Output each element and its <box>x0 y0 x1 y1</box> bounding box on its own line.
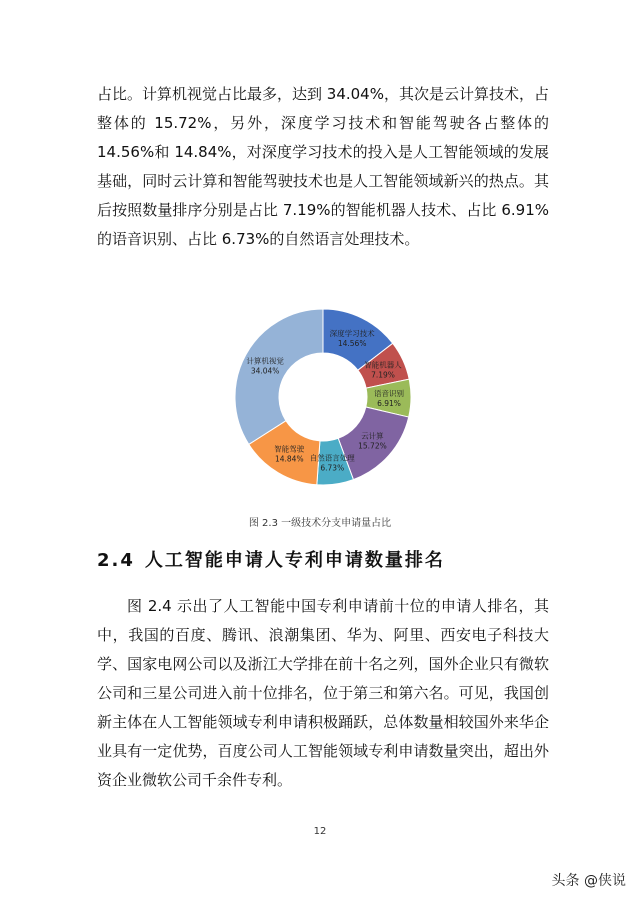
body-paragraph-2: 图 2.4 示出了人工智能中国专利申请前十位的申请人排名，其中，我国的百度、腾讯、浪潮集团、华为、阿里、西安电子科技大学、国家电网公司以及浙江大学排在前十名之列，国外企业只有微软公司和三星公司进入前十位排名，位于第三和第六名。可见，我国创新主体在人工智能领域专利申请积极踊跃，总体数量相较国外来华企业具有一定优势，百度公司人工智能领域专利申请数量突出，超出外资企业微软公司千余件专利。 <box>97 597 549 789</box>
slice-label: 云计算 <box>361 431 384 441</box>
slice-label: 自然语言处理 <box>309 453 355 463</box>
section-number: 2.4 <box>97 550 135 571</box>
slice-label: 智能机器人 <box>364 360 402 370</box>
section-title: 人工智能申请人专利申请数量排名 <box>144 550 445 571</box>
slice-label: 深度学习技术 <box>329 328 375 338</box>
section-heading <box>97 546 455 572</box>
slice-label: 语音识别 <box>373 388 404 398</box>
pie-slice <box>235 309 323 444</box>
slice-label: 智能驾驶 <box>274 444 305 454</box>
donut-chart <box>228 302 418 492</box>
figure-caption: 图 2.3 一级技术分支申请量占比 <box>248 518 392 529</box>
slice-value-label: 14.84% <box>274 454 304 464</box>
body-paragraph-1: 占比。计算机视觉占比最多，达到 34.04%，其次是云计算技术，占整体的 15.72%，另外，深度学习技术和智能驾驶各占整体的 14.56%和 14.84%，对深度学习技术的投入是人工智能领域的发展基础，同时云计算和智能驾驶技术也是人工智能领域新兴的热点。其后按照数量排序分别是占比 7.19%的智能机器人技术、占比 6.91%的语音识别、占比 6.73%的自然语言处理技术。 <box>97 85 549 248</box>
page-number: 12 <box>313 826 327 837</box>
slice-value-label: 7.19% <box>371 370 395 380</box>
slice-value-label: 14.56% <box>337 338 367 348</box>
slice-value-label: 34.04% <box>250 366 280 376</box>
slice-value-label: 6.91% <box>377 398 401 408</box>
slice-value-label: 6.73% <box>320 463 345 473</box>
watermark: 头条 @侠说 <box>551 873 626 889</box>
slice-value-label: 15.72% <box>358 441 387 451</box>
slice-label: 计算机视觉 <box>246 356 284 366</box>
